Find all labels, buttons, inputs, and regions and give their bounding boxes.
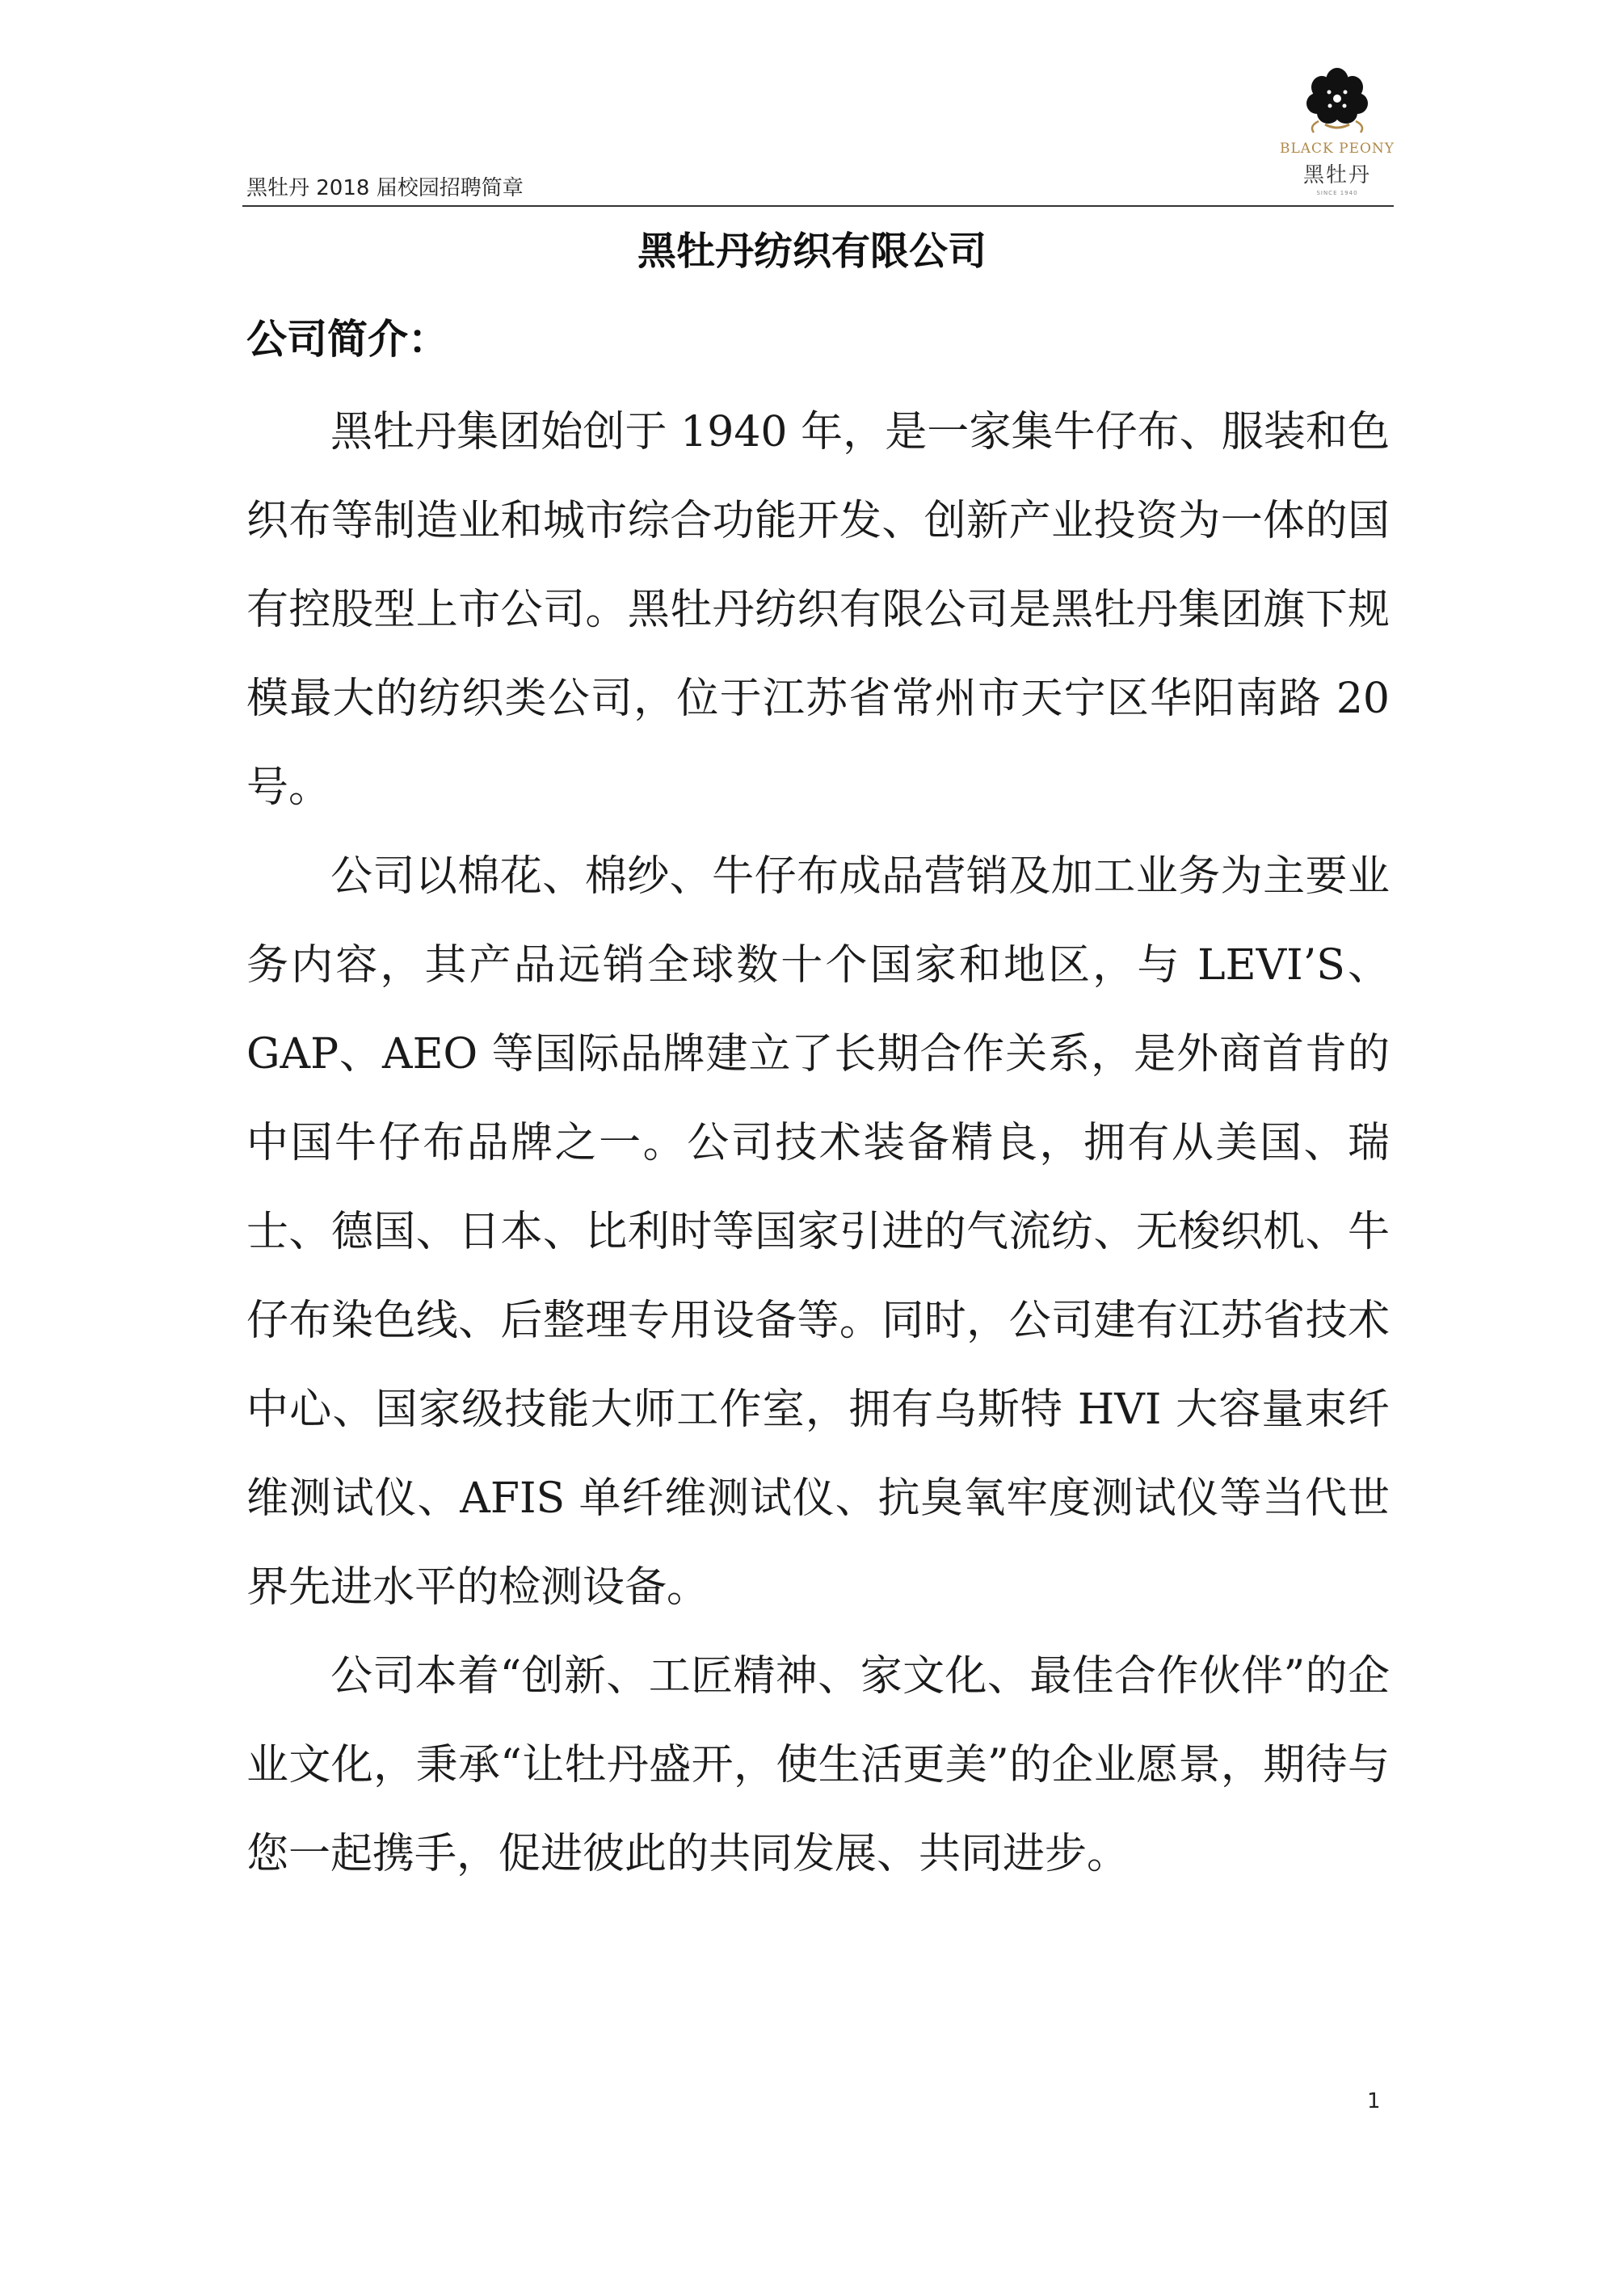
page-number: 1 (1367, 2089, 1381, 2113)
logo-chinese-name: 黑牡丹 (1302, 163, 1371, 187)
peony-flower-icon (1293, 57, 1382, 137)
paragraph-history: 黑牡丹集团始创于 1940 年，是一家集牛仔布、服装和色织布等制造业和城市综合功能开发、创新产业投资为一体的国有控股型上市公司。黑牡丹纺织有限公司是黑牡丹集团旗下规模最大的纺织类公司，位于江苏省常州市天宁区华阳南路 20 号。 (246, 408, 1390, 812)
section-heading: 公司简介： (246, 316, 448, 363)
page-title: 黑牡丹纺织有限公司 (637, 229, 987, 274)
company-logo (1277, 57, 1398, 198)
paragraph-business: 公司以棉花、棉纱、牛仔布成品营销及加工业务为主要业务内容，其产品远销全球数十个国家和地区，与 LEVI’S、GAP、AEO 等国际品牌建立了长期合作关系，是外商首肯的中国牛仔布品牌之一。公司技术装备精良，拥有从美国、瑞士、德国、日本、比利时等国家引进的气流纺、无梭织机、牛仔布染色线、后整理专用设备等。同时，公司建有江苏省技术中心、国家级技能大师工作室，拥有乌斯特 HVI 大容量束纤维测试仪、AFIS 单纤维测试仪、抗臭氧牢度测试仪等当代世界先进水平的检测设备。 (246, 852, 1390, 1612)
header-divider (242, 205, 1394, 207)
body-text (246, 388, 1390, 1899)
running-header: 黑牡丹 2018 届校园招聘简章 (246, 176, 524, 200)
logo-english-name: BLACK PEONY (1279, 141, 1395, 157)
paragraph-culture: 公司本着“创新、工匠精神、家文化、最佳合作伙伴”的企业文化，秉承“让牡丹盛开，使生活更美”的企业愿景，期待与您一起携手，促进彼此的共同发展、共同进步。 (246, 1652, 1390, 1878)
logo-since: SINCE 1940 (1316, 190, 1358, 196)
